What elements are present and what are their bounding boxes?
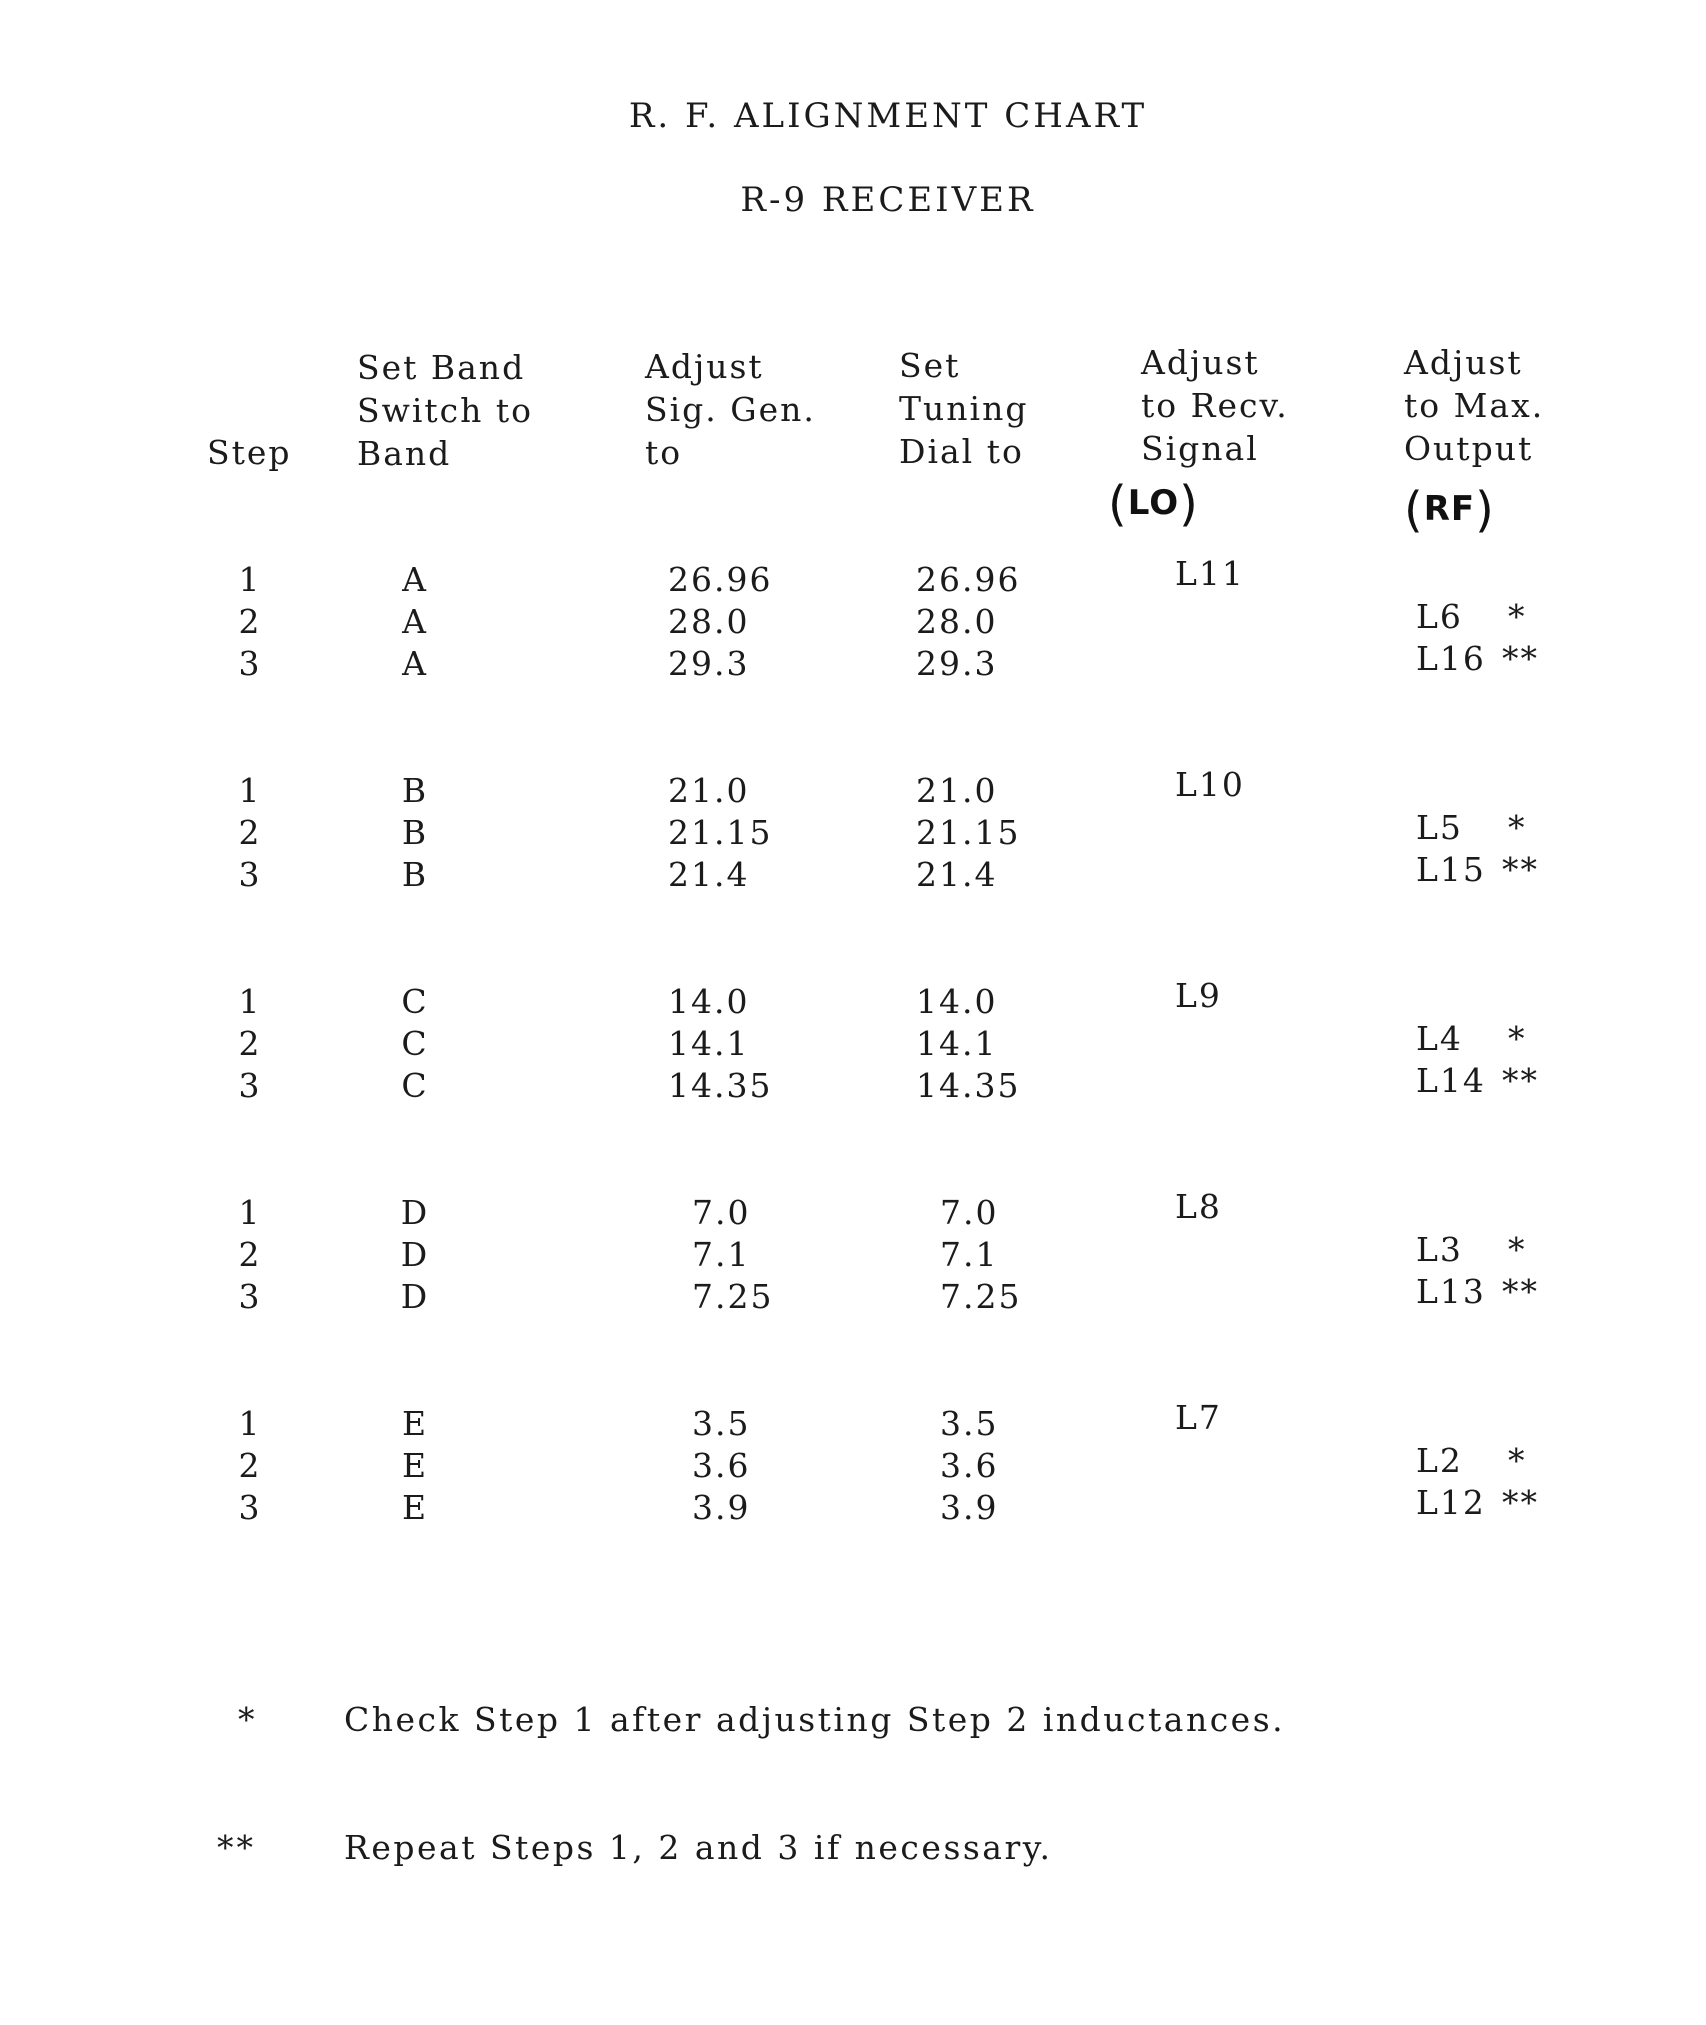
row-mark: * bbox=[1508, 808, 1527, 847]
row-step: 3 bbox=[238, 644, 262, 683]
header-sig-gen: Adjust Sig. Gen. to bbox=[645, 347, 816, 472]
row-sig-gen: 14.0 bbox=[668, 982, 750, 1021]
row-step: 2 bbox=[238, 1235, 262, 1274]
page-subtitle: R-9 RECEIVER bbox=[740, 180, 1036, 220]
row-step: 1 bbox=[238, 771, 262, 810]
row-tuning-dial: 7.1 bbox=[940, 1235, 999, 1274]
row-band: B bbox=[401, 855, 429, 894]
row-tuning-dial: 3.5 bbox=[940, 1404, 999, 1443]
row-tuning-dial: 14.1 bbox=[916, 1024, 998, 1063]
row-recv-signal: L11 bbox=[1175, 554, 1245, 593]
row-band: D bbox=[400, 1235, 430, 1274]
page-title: R. F. ALIGNMENT CHART bbox=[628, 96, 1148, 136]
row-step: 3 bbox=[238, 855, 262, 894]
row-tuning-dial: 21.15 bbox=[916, 813, 1021, 852]
footnote-mark-single: * bbox=[238, 1700, 258, 1739]
row-mark: ** bbox=[1502, 1483, 1539, 1522]
handwritten-rf-note: (RF) bbox=[1404, 482, 1495, 538]
row-band: B bbox=[401, 771, 429, 810]
row-sig-gen: 26.96 bbox=[668, 560, 773, 599]
row-step: 2 bbox=[238, 602, 262, 641]
row-band: A bbox=[402, 560, 428, 599]
row-band: E bbox=[401, 1488, 429, 1527]
footnote-text-double: Repeat Steps 1, 2 and 3 if necessary. bbox=[344, 1828, 1053, 1867]
row-step: 2 bbox=[238, 813, 262, 852]
row-sig-gen: 21.4 bbox=[668, 855, 750, 894]
row-sig-gen: 21.15 bbox=[668, 813, 773, 852]
row-step: 2 bbox=[238, 1446, 262, 1485]
row-recv-signal: L7 bbox=[1175, 1398, 1222, 1437]
row-tuning-dial: 7.25 bbox=[940, 1277, 1022, 1316]
row-step: 1 bbox=[238, 982, 262, 1021]
header-tuning-dial: Set Tuning Dial to bbox=[899, 346, 1029, 471]
row-band: C bbox=[401, 1066, 429, 1105]
row-step: 1 bbox=[238, 1193, 262, 1232]
row-recv-signal: L10 bbox=[1175, 765, 1245, 804]
footnote-text-single: Check Step 1 after adjusting Step 2 inductances. bbox=[344, 1700, 1286, 1739]
row-max-output: L14 bbox=[1416, 1061, 1486, 1100]
row-step: 2 bbox=[238, 1024, 262, 1063]
row-step: 1 bbox=[238, 1404, 262, 1443]
row-max-output: L5 bbox=[1416, 808, 1463, 847]
row-mark: * bbox=[1508, 1230, 1527, 1269]
row-sig-gen: 14.35 bbox=[668, 1066, 773, 1105]
row-sig-gen: 3.9 bbox=[692, 1488, 751, 1527]
row-band: C bbox=[401, 1024, 429, 1063]
header-band: Set Band Switch to Band bbox=[357, 348, 534, 473]
row-tuning-dial: 29.3 bbox=[916, 644, 998, 683]
row-tuning-dial: 3.6 bbox=[940, 1446, 999, 1485]
row-recv-signal: L8 bbox=[1175, 1187, 1222, 1226]
row-tuning-dial: 7.0 bbox=[940, 1193, 999, 1232]
row-sig-gen: 3.6 bbox=[692, 1446, 751, 1485]
row-step: 3 bbox=[238, 1488, 262, 1527]
row-sig-gen: 14.1 bbox=[668, 1024, 750, 1063]
row-max-output: L3 bbox=[1416, 1230, 1463, 1269]
row-max-output: L13 bbox=[1416, 1272, 1486, 1311]
row-tuning-dial: 28.0 bbox=[916, 602, 998, 641]
footnote-mark-double: ** bbox=[217, 1828, 256, 1867]
row-sig-gen: 29.3 bbox=[668, 644, 750, 683]
row-recv-signal: L9 bbox=[1175, 976, 1222, 1015]
row-tuning-dial: 21.0 bbox=[916, 771, 998, 810]
row-sig-gen: 7.1 bbox=[692, 1235, 751, 1274]
row-max-output: L16 bbox=[1416, 639, 1486, 678]
row-sig-gen: 7.0 bbox=[692, 1193, 751, 1232]
row-band: A bbox=[402, 602, 428, 641]
row-tuning-dial: 21.4 bbox=[916, 855, 998, 894]
row-tuning-dial: 14.0 bbox=[916, 982, 998, 1021]
row-sig-gen: 7.25 bbox=[692, 1277, 774, 1316]
row-max-output: L12 bbox=[1416, 1483, 1486, 1522]
row-step: 3 bbox=[238, 1277, 262, 1316]
row-mark: ** bbox=[1502, 850, 1539, 889]
row-band: E bbox=[401, 1404, 429, 1443]
row-band: A bbox=[402, 644, 428, 683]
header-max-output: Adjust to Max. Output bbox=[1404, 343, 1545, 468]
row-mark: ** bbox=[1502, 639, 1539, 678]
row-sig-gen: 3.5 bbox=[692, 1404, 751, 1443]
row-band: D bbox=[400, 1277, 430, 1316]
row-max-output: L2 bbox=[1416, 1441, 1463, 1480]
header-step: Step bbox=[207, 433, 292, 472]
row-sig-gen: 21.0 bbox=[668, 771, 750, 810]
row-band: D bbox=[400, 1193, 430, 1232]
row-band: C bbox=[401, 982, 429, 1021]
row-step: 3 bbox=[238, 1066, 262, 1105]
row-band: E bbox=[401, 1446, 429, 1485]
row-max-output: L4 bbox=[1416, 1019, 1463, 1058]
row-band: B bbox=[401, 813, 429, 852]
row-sig-gen: 28.0 bbox=[668, 602, 750, 641]
row-max-output: L15 bbox=[1416, 850, 1486, 889]
header-recv-signal: Adjust to Recv. Signal bbox=[1141, 343, 1289, 468]
row-step: 1 bbox=[238, 560, 262, 599]
row-mark: ** bbox=[1502, 1061, 1539, 1100]
row-tuning-dial: 14.35 bbox=[916, 1066, 1021, 1105]
row-mark: * bbox=[1508, 1441, 1527, 1480]
row-mark: * bbox=[1508, 597, 1527, 636]
row-tuning-dial: 3.9 bbox=[940, 1488, 999, 1527]
handwritten-lo-note: (LO) bbox=[1108, 476, 1199, 532]
row-mark: ** bbox=[1502, 1272, 1539, 1311]
row-mark: * bbox=[1508, 1019, 1527, 1058]
row-max-output: L6 bbox=[1416, 597, 1463, 636]
row-tuning-dial: 26.96 bbox=[916, 560, 1021, 599]
